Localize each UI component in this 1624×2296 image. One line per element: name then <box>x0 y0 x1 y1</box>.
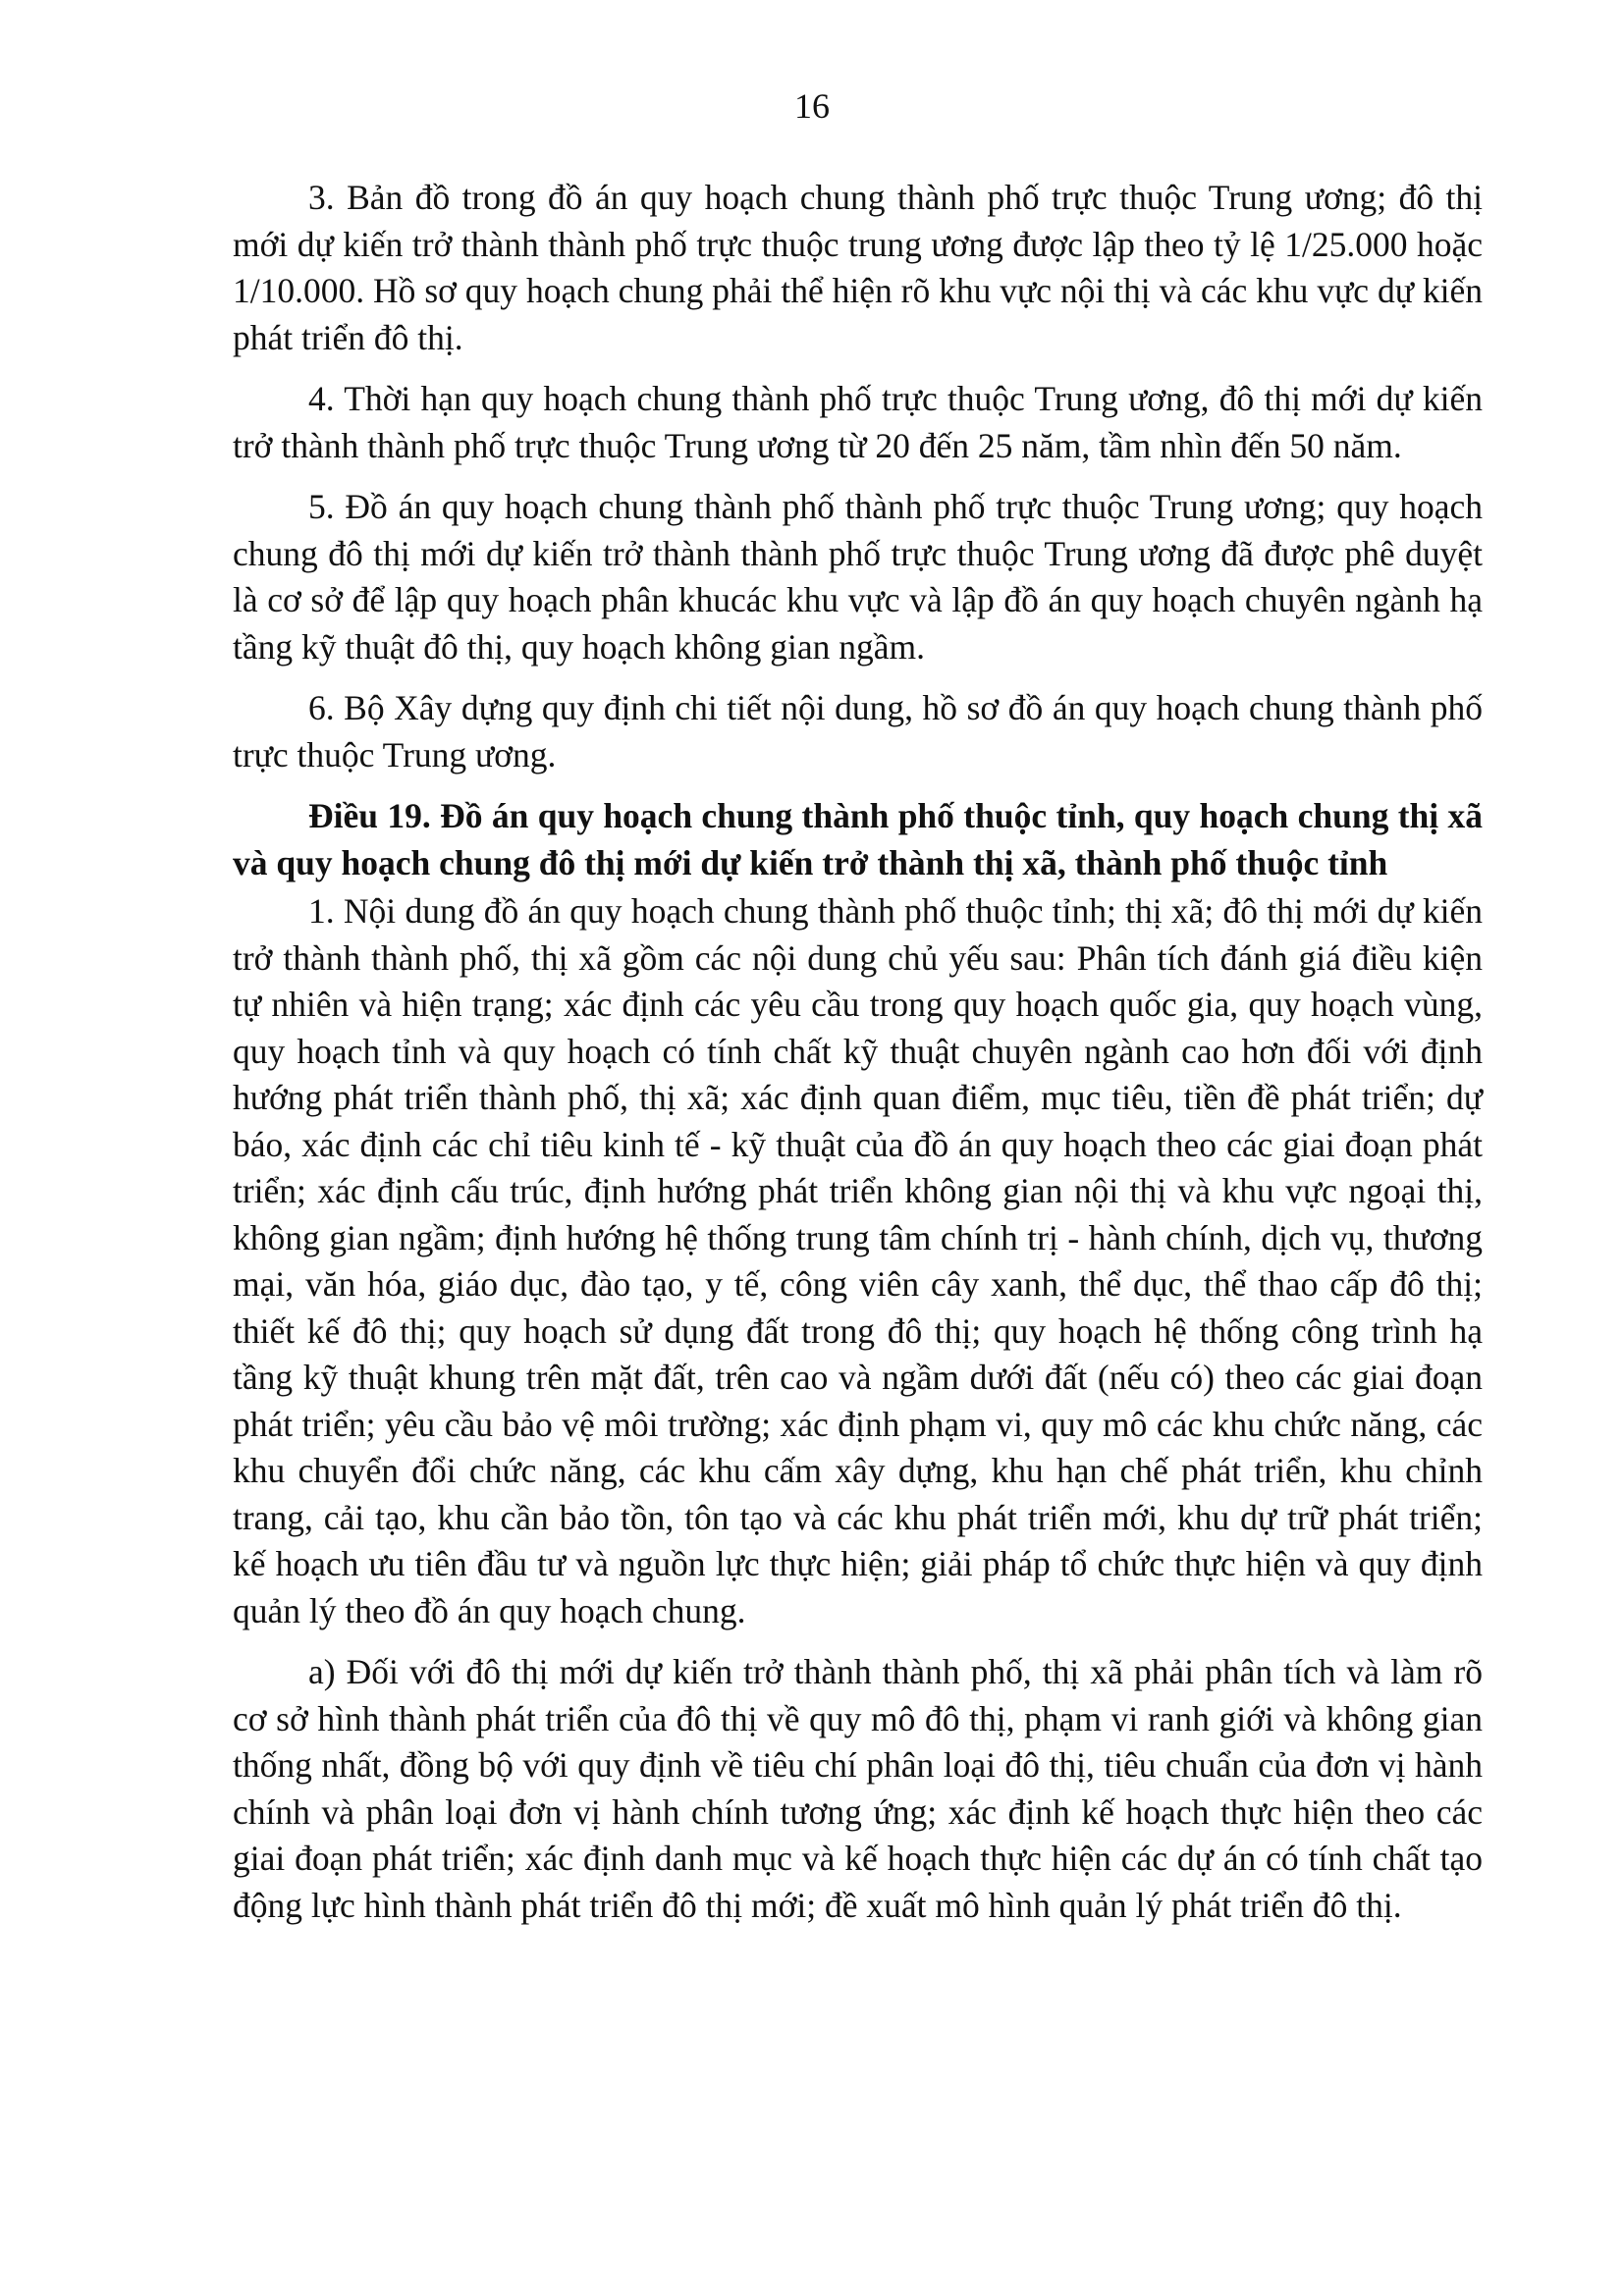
paragraph-article-19-clause-1: 1. Nội dung đồ án quy hoạch chung thành phố thuộc tỉnh; thị xã; đô thị mới dự kiến trở thành thành phố, thị xã gồm các nội dung chủ yếu sau: Phân tích đánh giá điều kiện tự nhiên và hiện trạng; xác định các yêu cầu trong quy hoạch quốc gia, quy hoạch vùng, quy hoạch tỉnh và quy hoạch có tính chất kỹ thuật chuyên ngành cao hơn đối với định hướng phát triển thành phố, thị xã; xác định quan điểm, mục tiêu, tiền đề phát triển; dự báo, xác định các chỉ tiêu kinh tế - kỹ thuật của đồ án quy hoạch theo các giai đoạn phát triển; xác định cấu trúc, định hướng phát triển không gian nội thị và khu vực ngoại thị, không gian ngầm; định hướng hệ thống trung tâm chính trị - hành chính, dịch vụ, thương mại, văn hóa, giáo dục, đào tạo, y tế, công viên cây xanh, thể dục, thể thao cấp đô thị; thiết kế đô thị; quy hoạch sử dụng đất trong đô thị; quy hoạch hệ thống công trình hạ tầng kỹ thuật khung trên mặt đất, trên cao và ngầm dưới đất (nếu có) theo các giai đoạn phát triển; yêu cầu bảo vệ môi trường; xác định phạm vi, quy mô các khu chức năng, các khu chuyển đổi chức năng, các khu cấm xây dựng, khu hạn chế phát triển, khu chỉnh trang, cải tạo, khu cần bảo tồn, tôn tạo và các khu phát triển mới, khu dự trữ phát triển; kế hoạch ưu tiên đầu tư và nguồn lực thực hiện; giải pháp tổ chức thực hiện và quy định quản lý theo đồ án quy hoạch chung. <box>233 891 1483 1630</box>
paragraph-clause-3: 3. Bản đồ trong đồ án quy hoạch chung thành phố trực thuộc Trung ương; đô thị mới dự kiến trở thành thành phố trực thuộc trung ương được lập theo tỷ lệ 1/25.000 hoặc 1/10.000. Hồ sơ quy hoạch chung phải thể hiện rõ khu vực nội thị và các khu vực dự kiến phát triển đô thị. <box>233 178 1483 357</box>
document-body <box>233 175 1483 1944</box>
article-19-heading: Điều 19. Đồ án quy hoạch chung thành phố thuộc tỉnh, quy hoạch chung thị xã và quy hoạch chung đô thị mới dự kiến trở thành thị xã, thành phố thuộc tỉnh <box>233 796 1483 882</box>
paragraph-clause-4: 4. Thời hạn quy hoạch chung thành phố trực thuộc Trung ương, đô thị mới dự kiến trở thành thành phố trực thuộc Trung ương từ 20 đến 25 năm, tầm nhìn đến 50 năm. <box>233 379 1483 465</box>
page-number: 16 <box>794 86 830 126</box>
paragraph-clause-5: 5. Đồ án quy hoạch chung thành phố thành phố trực thuộc Trung ương; quy hoạch chung đô thị mới dự kiến trở thành thành phố trực thuộc Trung ương đã được phê duyệt là cơ sở để lập quy hoạch phân khucác khu vực và lập đồ án quy hoạch chuyên ngành hạ tầng kỹ thuật đô thị, quy hoạch không gian ngầm. <box>233 487 1483 667</box>
paragraph-clause-6: 6. Bộ Xây dựng quy định chi tiết nội dung, hồ sơ đồ án quy hoạch chung thành phố trực thuộc Trung ương. <box>233 688 1483 774</box>
paragraph-article-19-point-a: a) Đối với đô thị mới dự kiến trở thành thành phố, thị xã phải phân tích và làm rõ cơ sở hình thành phát triển của đô thị về quy mô đô thị, phạm vi ranh giới và không gian thống nhất, đồng bộ với quy định về tiêu chí phân loại đô thị, tiêu chuẩn của đơn vị hành chính và phân loại đơn vị hành chính tương ứng; xác định kế hoạch thực hiện theo các giai đoạn phát triển; xác định danh mục và kế hoạch thực hiện các dự án có tính chất tạo động lực hình thành phát triển đô thị mới; đề xuất mô hình quản lý phát triển đô thị. <box>233 1652 1483 1925</box>
